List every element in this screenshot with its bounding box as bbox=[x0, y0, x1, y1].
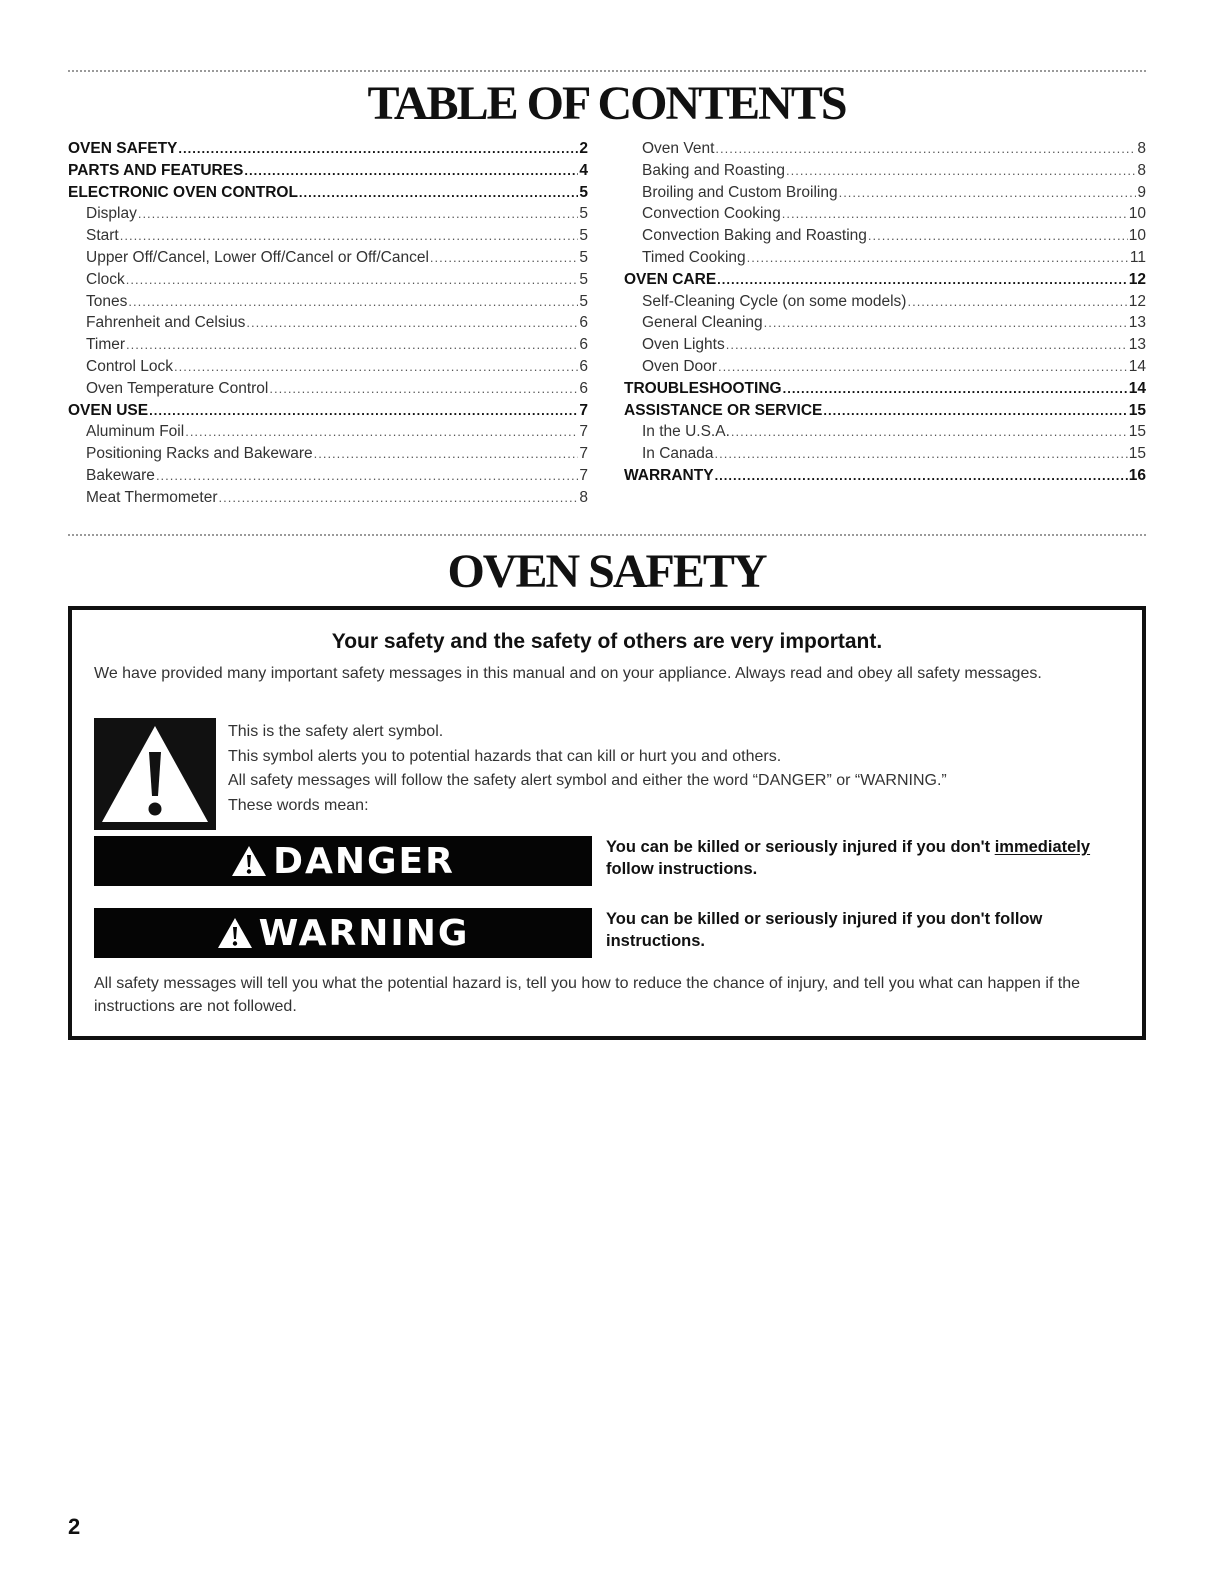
toc-entry-page: 15 bbox=[1128, 445, 1146, 463]
toc-entry-page: 5 bbox=[579, 183, 588, 201]
safety-title: OVEN SAFETY bbox=[447, 545, 766, 598]
toc-entry-label: Bakeware bbox=[86, 466, 155, 484]
toc-entry-label: In Canada bbox=[642, 445, 714, 463]
toc-entry-page: 7 bbox=[579, 423, 588, 441]
toc-dot-leader bbox=[839, 185, 1137, 200]
toc-entry bbox=[68, 249, 588, 271]
toc-entry-label: Oven Lights bbox=[642, 336, 725, 354]
toc-entry-page: 10 bbox=[1128, 227, 1146, 245]
warning-triangle-icon bbox=[217, 917, 253, 949]
toc-entry-label: Baking and Roasting bbox=[642, 161, 786, 179]
toc-entry-label: General Cleaning bbox=[642, 314, 763, 332]
toc-entry bbox=[68, 380, 588, 402]
toc-entry-page: 5 bbox=[579, 205, 588, 223]
toc-entry-label: TROUBLESHOOTING bbox=[624, 379, 782, 397]
toc-entry-label: Upper Off/Cancel, Lower Off/Cancel or Off/Cancel bbox=[86, 248, 429, 266]
toc-entry bbox=[68, 467, 588, 489]
toc-dot-leader bbox=[718, 359, 1128, 374]
toc-entry-page: 7 bbox=[579, 466, 588, 484]
toc-dot-leader bbox=[868, 228, 1128, 243]
toc-dot-leader bbox=[783, 381, 1128, 396]
toc-entry bbox=[68, 445, 588, 467]
toc-entry bbox=[68, 162, 588, 184]
section-dotted-rule bbox=[68, 534, 1146, 536]
warning-signal-bar bbox=[94, 908, 592, 958]
toc-dot-leader bbox=[823, 403, 1127, 418]
toc-entry-label: Oven Door bbox=[642, 357, 717, 375]
toc-entry bbox=[68, 314, 588, 336]
toc-dot-leader bbox=[244, 163, 578, 178]
toc-entry-label: Display bbox=[86, 205, 137, 223]
toc-dot-leader bbox=[126, 337, 578, 352]
toc-dot-leader bbox=[178, 141, 578, 156]
toc-entry-page: 6 bbox=[579, 336, 588, 354]
toc-entry-label: Oven Vent bbox=[642, 140, 715, 157]
toc-entry bbox=[624, 293, 1146, 315]
toc-entry bbox=[68, 358, 588, 380]
toc-entry-page: 5 bbox=[579, 227, 588, 245]
alert-line: All safety messages will follow the safety alert symbol and either the word “DANGER” or “WARNING.” bbox=[228, 772, 947, 789]
toc-entry bbox=[624, 402, 1146, 424]
toc-dot-leader bbox=[156, 468, 578, 483]
toc-entry-page: 5 bbox=[579, 248, 588, 266]
toc-entry bbox=[624, 380, 1146, 402]
toc-entry-page: 14 bbox=[1128, 379, 1146, 397]
toc-entry bbox=[68, 293, 588, 315]
toc-entry-page: 6 bbox=[579, 379, 588, 397]
toc-entry-page: 15 bbox=[1128, 401, 1146, 419]
toc-entry-page: 13 bbox=[1128, 314, 1146, 332]
toc-entry-label: In the U.S.A. bbox=[642, 423, 730, 441]
toc-left-column bbox=[68, 140, 588, 511]
warning-word: WARNING bbox=[258, 912, 470, 954]
toc-entry bbox=[624, 140, 1146, 162]
safety-heading: Your safety and the safety of others are very important. bbox=[331, 630, 883, 653]
toc-entry-label: Positioning Racks and Bakeware bbox=[86, 445, 313, 463]
toc-dot-leader bbox=[726, 337, 1128, 352]
page-number: 2 bbox=[68, 1514, 81, 1539]
toc-entry bbox=[68, 140, 588, 162]
toc-dot-leader bbox=[747, 250, 1129, 265]
toc-entry bbox=[68, 271, 588, 293]
toc-entry-label: Start bbox=[86, 227, 119, 245]
toc-entry bbox=[68, 184, 588, 206]
toc-entry-label: Clock bbox=[86, 270, 125, 288]
toc-entry bbox=[624, 227, 1146, 249]
danger-word: DANGER bbox=[273, 840, 455, 882]
toc-entry-page: 16 bbox=[1128, 466, 1146, 484]
safety-intro: We have provided many important safety messages in this manual and on your appliance. Always read and obey all safety messages. bbox=[94, 665, 1042, 682]
toc-dot-leader bbox=[715, 141, 1136, 156]
toc-entry-page: 12 bbox=[1128, 292, 1146, 310]
toc-entry bbox=[624, 467, 1146, 489]
toc-entry-page: 2 bbox=[579, 140, 588, 157]
toc-dot-leader bbox=[128, 294, 578, 309]
toc-entry-page: 8 bbox=[579, 488, 588, 506]
toc-entry bbox=[624, 162, 1146, 184]
toc-entry-label: Meat Thermometer bbox=[86, 488, 218, 506]
toc-dot-leader bbox=[786, 163, 1136, 178]
toc-entry bbox=[68, 205, 588, 227]
toc-dot-leader bbox=[731, 424, 1128, 439]
toc-dot-leader bbox=[299, 185, 578, 200]
alert-line: These words mean: bbox=[228, 796, 369, 814]
alert-line: This symbol alerts you to potential hazards that can kill or hurt you and others. bbox=[228, 747, 782, 765]
toc-right-column bbox=[624, 140, 1146, 489]
toc-entry-label: Control Lock bbox=[86, 357, 174, 375]
toc-entry-page: 7 bbox=[579, 401, 588, 419]
toc-entry bbox=[68, 227, 588, 249]
toc-entry bbox=[624, 445, 1146, 467]
toc-entry bbox=[68, 489, 588, 511]
toc-entry bbox=[68, 336, 588, 358]
toc-dot-leader bbox=[715, 468, 1128, 483]
toc-entry-label: Convection Cooking bbox=[642, 205, 781, 223]
safety-alert-symbol-icon bbox=[94, 718, 216, 830]
toc-entry bbox=[624, 249, 1146, 271]
warning-message: You can be killed or seriously injured if you don't follow instructions. bbox=[606, 910, 1043, 950]
toc-entry-page: 13 bbox=[1128, 336, 1146, 354]
top-dotted-rule bbox=[68, 70, 1146, 72]
toc-dot-leader bbox=[246, 315, 578, 330]
toc-entry-label: Oven Temperature Control bbox=[86, 379, 269, 397]
toc-entry bbox=[68, 402, 588, 424]
alert-line: This is the safety alert symbol. bbox=[228, 723, 444, 740]
toc-entry-page: 5 bbox=[579, 270, 588, 288]
toc-entry-page: 7 bbox=[579, 445, 588, 463]
toc-entry bbox=[624, 205, 1146, 227]
safety-box bbox=[68, 606, 1146, 1040]
toc-dot-leader bbox=[269, 381, 578, 396]
safety-outro: All safety messages will tell you what the potential hazard is, tell you how to reduce the chance of injury, and tell you what can happen if the instructions are not followed. bbox=[94, 975, 1081, 1015]
toc-entry bbox=[624, 423, 1146, 445]
toc-dot-leader bbox=[715, 446, 1128, 461]
toc-dot-leader bbox=[120, 228, 579, 243]
toc-entry-page: 8 bbox=[1137, 140, 1146, 157]
toc-dot-leader bbox=[430, 250, 578, 265]
toc-entry-label: ASSISTANCE OR SERVICE bbox=[624, 401, 823, 419]
toc-entry-label: ELECTRONIC OVEN CONTROL bbox=[68, 183, 298, 201]
danger-signal-bar bbox=[94, 836, 592, 886]
toc-entry-label: OVEN SAFETY bbox=[68, 140, 178, 157]
toc-entry-page: 15 bbox=[1128, 423, 1146, 441]
danger-message-text-end: follow instructions. bbox=[606, 860, 758, 878]
toc-entry bbox=[68, 423, 588, 445]
toc-entry-label: Broiling and Custom Broiling bbox=[642, 183, 838, 201]
toc-dot-leader bbox=[782, 206, 1128, 221]
alert-lines bbox=[228, 720, 1128, 818]
toc-entry bbox=[624, 271, 1146, 293]
toc-entry-page: 8 bbox=[1137, 161, 1146, 179]
toc-dot-leader bbox=[717, 272, 1128, 287]
toc-entry bbox=[624, 336, 1146, 358]
toc-dot-leader bbox=[185, 424, 578, 439]
toc-entry-page: 4 bbox=[579, 161, 588, 179]
toc-dot-leader bbox=[219, 490, 579, 505]
toc-dot-leader bbox=[138, 206, 579, 221]
toc-entry-label: Convection Baking and Roasting bbox=[642, 227, 867, 245]
toc-entry-label: PARTS AND FEATURES bbox=[68, 161, 244, 179]
warning-triangle-icon bbox=[231, 845, 267, 877]
toc-entry-label: Timed Cooking bbox=[642, 248, 746, 266]
toc-entry-label: WARRANTY bbox=[624, 466, 714, 484]
toc-entry bbox=[624, 184, 1146, 206]
toc-dot-leader bbox=[149, 403, 578, 418]
toc-entry-page: 14 bbox=[1128, 357, 1146, 375]
toc-dot-leader bbox=[126, 272, 579, 287]
toc-entry bbox=[624, 314, 1146, 336]
toc-entry-page: 12 bbox=[1128, 270, 1146, 288]
toc-entry bbox=[624, 358, 1146, 380]
toc-entry-page: 6 bbox=[579, 314, 588, 332]
toc-entry-label: Tones bbox=[86, 292, 128, 310]
toc-dot-leader bbox=[764, 315, 1128, 330]
danger-message bbox=[606, 836, 1136, 880]
toc-entry-label: OVEN CARE bbox=[624, 270, 717, 288]
toc-dot-leader bbox=[907, 294, 1127, 309]
toc-entry-page: 11 bbox=[1129, 248, 1146, 266]
toc-entry-page: 6 bbox=[579, 357, 588, 375]
toc-entry-label: Timer bbox=[86, 336, 126, 354]
danger-message-emphasis: immediately bbox=[994, 838, 1091, 856]
toc-entry-page: 5 bbox=[579, 292, 588, 310]
toc-dot-leader bbox=[174, 359, 578, 374]
toc-entry-label: Aluminum Foil bbox=[86, 423, 185, 441]
toc-entry-label: Fahrenheit and Celsius bbox=[86, 314, 246, 332]
toc-title: TABLE OF CONTENTS bbox=[367, 77, 846, 130]
toc-dot-leader bbox=[314, 446, 579, 461]
toc-entry-page: 9 bbox=[1137, 183, 1146, 201]
toc-entry-label: OVEN USE bbox=[68, 401, 149, 419]
toc-entry-label: Self-Cleaning Cycle (on some models) bbox=[642, 292, 907, 310]
toc-entry-page: 10 bbox=[1128, 205, 1146, 223]
danger-message-text: You can be killed or seriously injured if you don't bbox=[606, 838, 995, 856]
